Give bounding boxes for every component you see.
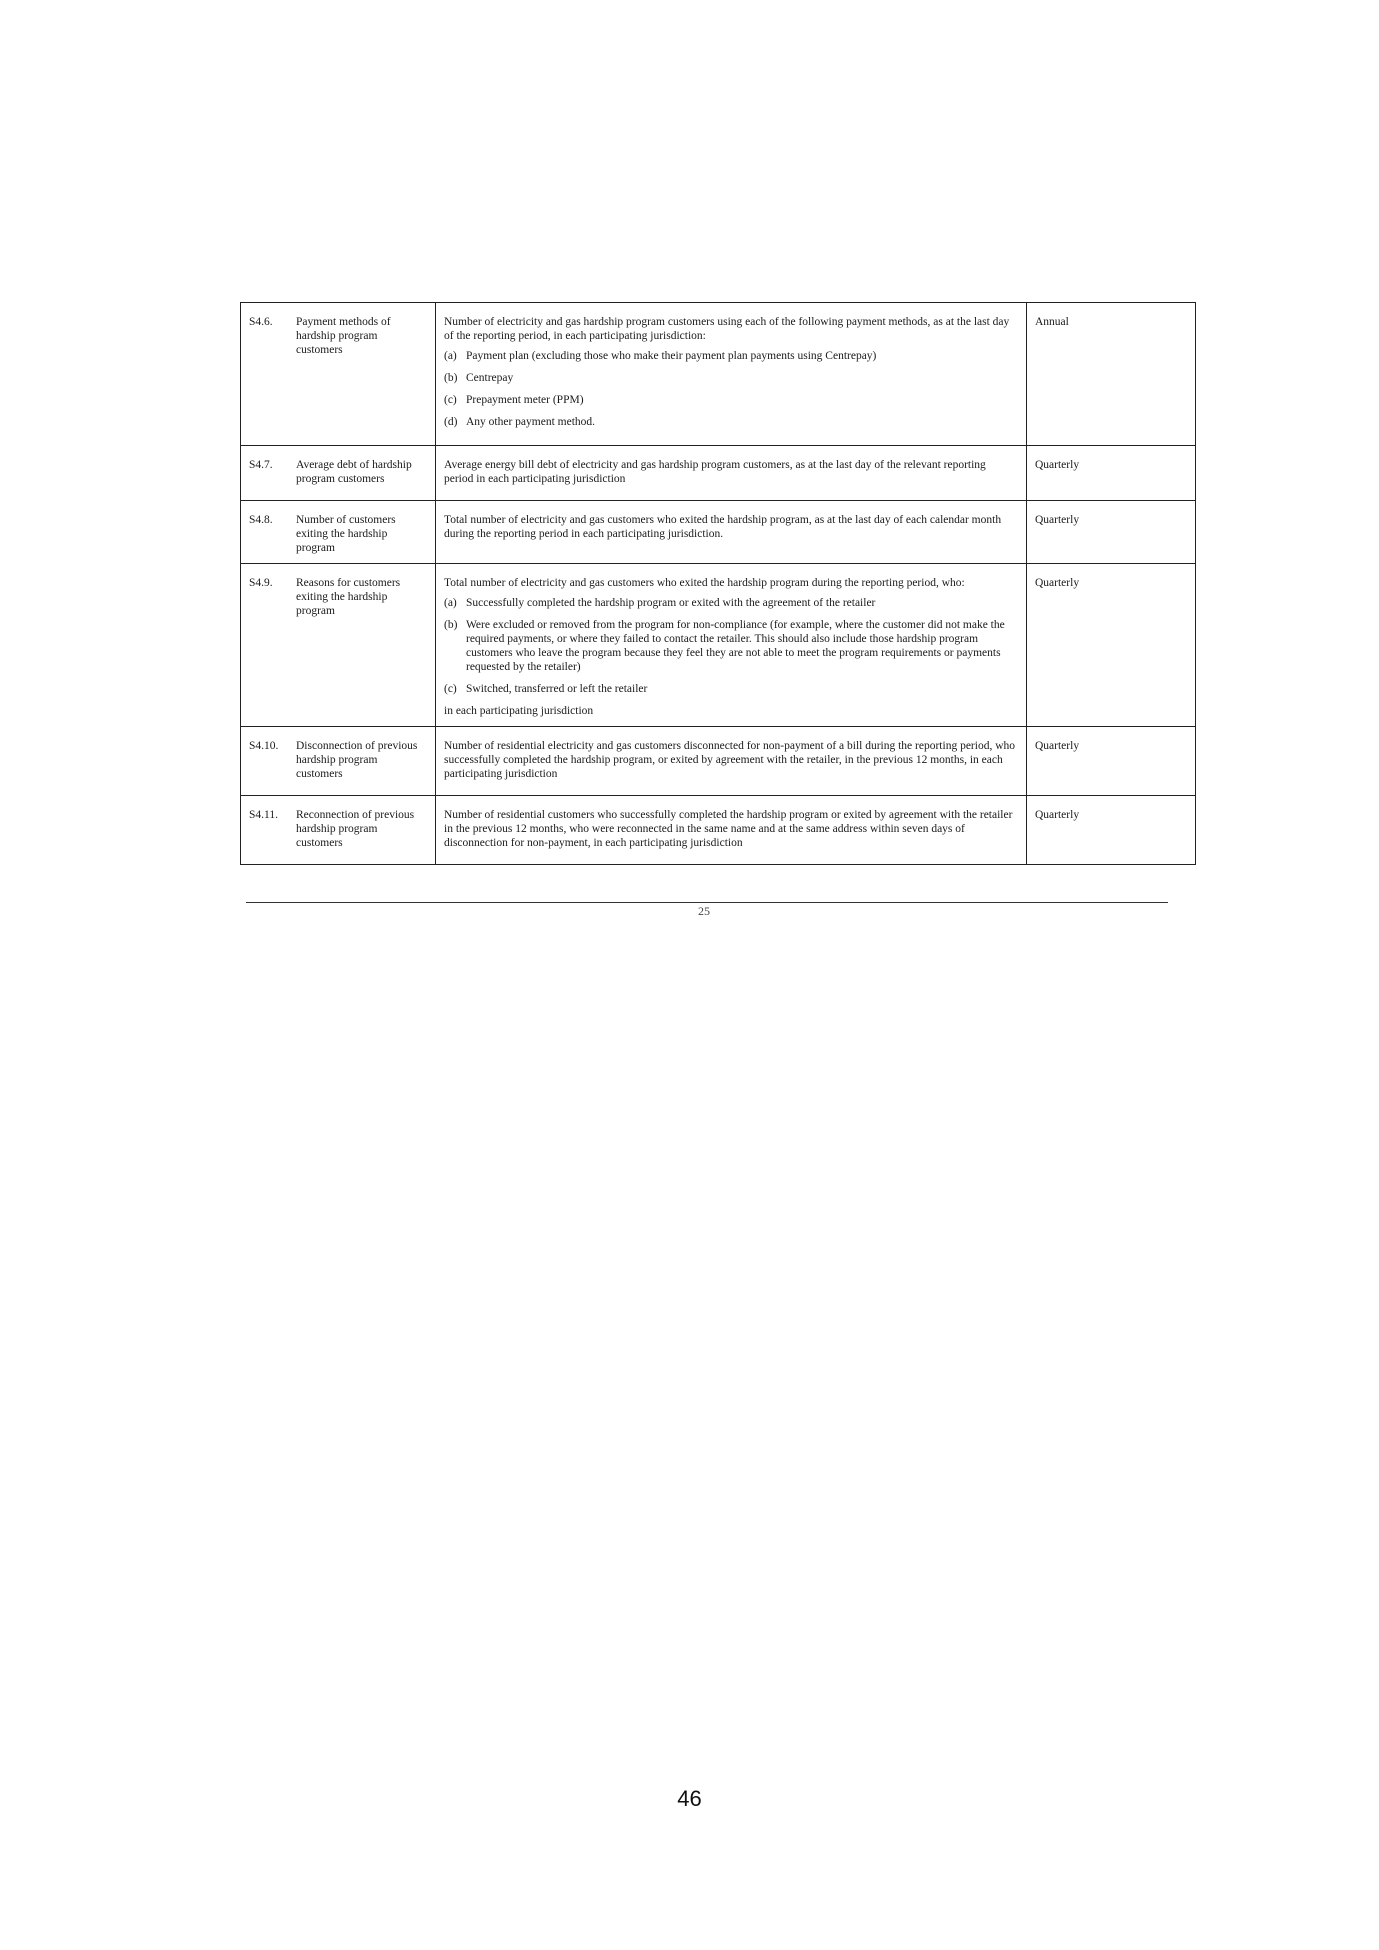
indicator-name: Average debt of hardship program customers [296,459,412,486]
indicator-code: S4.10. [249,740,279,753]
indicator-description: Number of residential electricity and gas customers disconnected for non-payment of a bill during the reporting period, who successfully completed the hardship program, or exited by agreement with the retailer, in the previous 12 months, in each participating jurisdiction [444,740,1015,781]
indicator-id-cell [241,727,436,796]
list-marker: (a) [444,597,457,610]
indicator-name: Number of customers exiting the hardship program [296,514,396,555]
indicator-id-cell [241,796,436,865]
list-item-text: Centrepay [466,372,514,385]
table-row [241,501,1196,564]
indicator-id-cell [241,446,436,501]
list-marker: (b) [444,619,458,632]
list-marker: (d) [444,416,458,429]
description-closing: in each participating jurisdiction [444,705,594,718]
table-row [241,796,1196,865]
indicator-table [240,302,1196,865]
list-item-text: Were excluded or removed from the program for non-compliance (for example, where the customer did not make the required payments, or where they failed to contact the retailer. This should also include those hardship program customers who leave the program because they feel they are not able to meet the program requirements or payments requested by the retailer) [466,619,1005,674]
indicator-name: Payment methods of hardship program customers [296,316,391,357]
indicator-description-cell [436,727,1027,796]
reporting-frequency: Quarterly [1027,796,1196,865]
indicator-id-cell [241,501,436,564]
list-item-text: Switched, transferred or left the retailer [466,683,648,696]
indicator-description: Average energy bill debt of electricity and gas hardship program customers, as at the last day of the relevant reporting period in each participating jurisdiction [444,459,986,486]
description-list-item [444,349,1018,363]
footer-rule [246,902,1168,903]
indicator-name: Disconnection of previous hardship program customers [296,740,418,781]
description-list-item [444,682,1018,696]
description-list-item [444,415,1018,429]
list-item-text: Payment plan (excluding those who make their payment plan payments using Centrepay) [466,350,877,363]
table-row [241,564,1196,727]
indicator-id-cell [241,564,436,727]
list-item-text: Any other payment method. [466,416,596,429]
indicator-name: Reasons for customers exiting the hardship program [296,577,401,618]
indicator-id [249,739,427,781]
reporting-frequency: Quarterly [1027,446,1196,501]
list-item-text: Successfully completed the hardship program or exited with the agreement of the retailer [466,597,876,610]
table-body [241,303,1196,865]
indicator-code: S4.7. [249,459,273,472]
indicator-id [249,458,427,486]
indicator-description: Total number of electricity and gas customers who exited the hardship program during the reporting period, who: [444,577,965,590]
indicator-description: Number of electricity and gas hardship program customers using each of the following payment methods, as at the last day of the reporting period, in each participating jurisdiction: [444,316,1010,343]
list-marker: (c) [444,683,457,696]
description-list-item [444,596,1018,610]
indicator-code: S4.11. [249,809,278,822]
indicator-id [249,808,427,850]
indicator-description-cell [436,446,1027,501]
indicator-description: Total number of electricity and gas customers who exited the hardship program, as at the last day of each calendar month during the reporting period in each participating jurisdiction. [444,514,1002,541]
indicator-name: Reconnection of previous hardship program customers [296,809,415,850]
list-marker: (c) [444,394,457,407]
indicator-description-cell [436,501,1027,564]
reporting-frequency: Quarterly [1027,564,1196,727]
reporting-frequency: Quarterly [1027,727,1196,796]
table-row [241,303,1196,446]
indicator-id-cell [241,303,436,446]
list-item-text: Prepayment meter (PPM) [466,394,584,407]
indicator-id [249,576,427,618]
indicator-code: S4.9. [249,577,273,590]
inner-page-number: 25 [698,904,710,918]
indicator-description: Number of residential customers who successfully completed the hardship program or exited by agreement with the retailer in the previous 12 months, who were reconnected in the same name and at the same address within seven days of disconnection for non-payment, in each participating jurisdiction [444,809,1013,850]
indicator-id [249,315,427,357]
indicator-code: S4.8. [249,514,273,527]
table-row [241,446,1196,501]
table-row [241,727,1196,796]
indicator-description-cell [436,796,1027,865]
description-list-item [444,371,1018,385]
indicator-code: S4.6. [249,316,273,328]
indicator-description-cell [436,303,1027,446]
list-marker: (b) [444,372,458,385]
reporting-frequency: Quarterly [1027,501,1196,564]
list-marker: (a) [444,350,457,363]
description-list-item [444,393,1018,407]
indicator-description-cell [436,564,1027,727]
description-list-item [444,618,1018,674]
reporting-frequency: Annual [1027,303,1196,446]
page-number: 46 [677,1786,702,1811]
indicator-id [249,513,427,555]
